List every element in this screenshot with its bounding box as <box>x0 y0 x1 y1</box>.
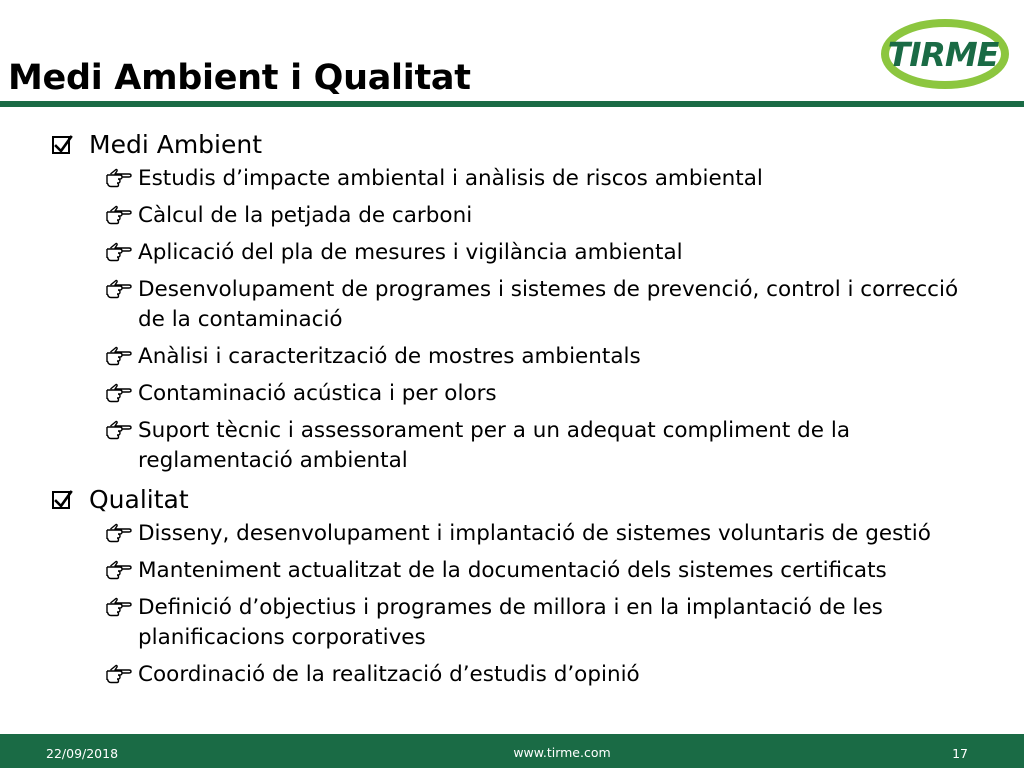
slide-title: Medi Ambient i Qualitat <box>8 58 471 98</box>
section-label: Medi Ambient <box>89 130 263 159</box>
item-text: Desenvolupament de programes i sistemes de prevenció, control i correcció de la contaminació <box>138 277 959 332</box>
pointing-hand-icon <box>106 242 132 262</box>
footer-website: www.tirme.com <box>513 745 611 760</box>
pointing-hand-icon <box>106 664 132 684</box>
section-heading <box>52 128 1012 162</box>
footer-date: 22/09/2018 <box>46 746 119 761</box>
pointing-hand-icon <box>106 420 132 440</box>
logo-text: TIRME <box>887 35 999 74</box>
pointing-hand-icon <box>106 597 132 617</box>
item-text: Anàlisi i caracterització de mostres ambientals <box>138 344 641 369</box>
item-text: Càlcul de la petjada de carboni <box>138 203 473 228</box>
item-text: Definició d’objectius i programes de millora i en la implantació de les planificacions corporatives <box>138 595 883 650</box>
bullet-list <box>52 519 1012 690</box>
checked-box-icon <box>52 136 70 154</box>
list-item <box>52 238 1012 268</box>
list-item <box>52 660 1012 690</box>
list-item <box>52 593 1012 653</box>
checked-box-icon <box>52 491 70 509</box>
page-number: 17 <box>952 746 968 761</box>
section-medi-ambient <box>52 128 1012 476</box>
slide-content <box>52 128 1012 697</box>
title-divider <box>0 101 1024 107</box>
pointing-hand-icon <box>106 383 132 403</box>
pointing-hand-icon <box>106 346 132 366</box>
list-item <box>52 342 1012 372</box>
list-item <box>52 201 1012 231</box>
pointing-hand-icon <box>106 279 132 299</box>
pointing-hand-icon <box>106 205 132 225</box>
section-heading <box>52 483 1012 517</box>
list-item <box>52 519 1012 549</box>
tirme-logo-mark <box>880 18 1010 90</box>
list-item <box>52 164 1012 194</box>
section-qualitat <box>52 483 1012 690</box>
tirme-logo <box>880 18 1010 90</box>
bullet-list <box>52 164 1012 476</box>
item-text: Manteniment actualitzat de la documentació dels sistemes certificats <box>138 558 887 583</box>
pointing-hand-icon <box>106 560 132 580</box>
item-text: Disseny, desenvolupament i implantació de sistemes voluntaris de gestió <box>138 521 931 546</box>
list-item <box>52 275 1012 335</box>
pointing-hand-icon <box>106 168 132 188</box>
item-text: Aplicació del pla de mesures i vigilància ambiental <box>138 240 683 265</box>
item-text: Coordinació de la realització d’estudis d’opinió <box>138 662 640 687</box>
list-item <box>52 379 1012 409</box>
section-label: Qualitat <box>89 485 189 514</box>
item-text: Estudis d’impacte ambiental i anàlisis de riscos ambiental <box>138 166 763 191</box>
slide-footer <box>0 734 1024 768</box>
list-item <box>52 416 1012 476</box>
item-text: Contaminació acústica i per olors <box>138 381 497 406</box>
pointing-hand-icon <box>106 523 132 543</box>
item-text: Suport tècnic i assessorament per a un adequat compliment de la reglamentació ambiental <box>138 418 850 473</box>
list-item <box>52 556 1012 586</box>
